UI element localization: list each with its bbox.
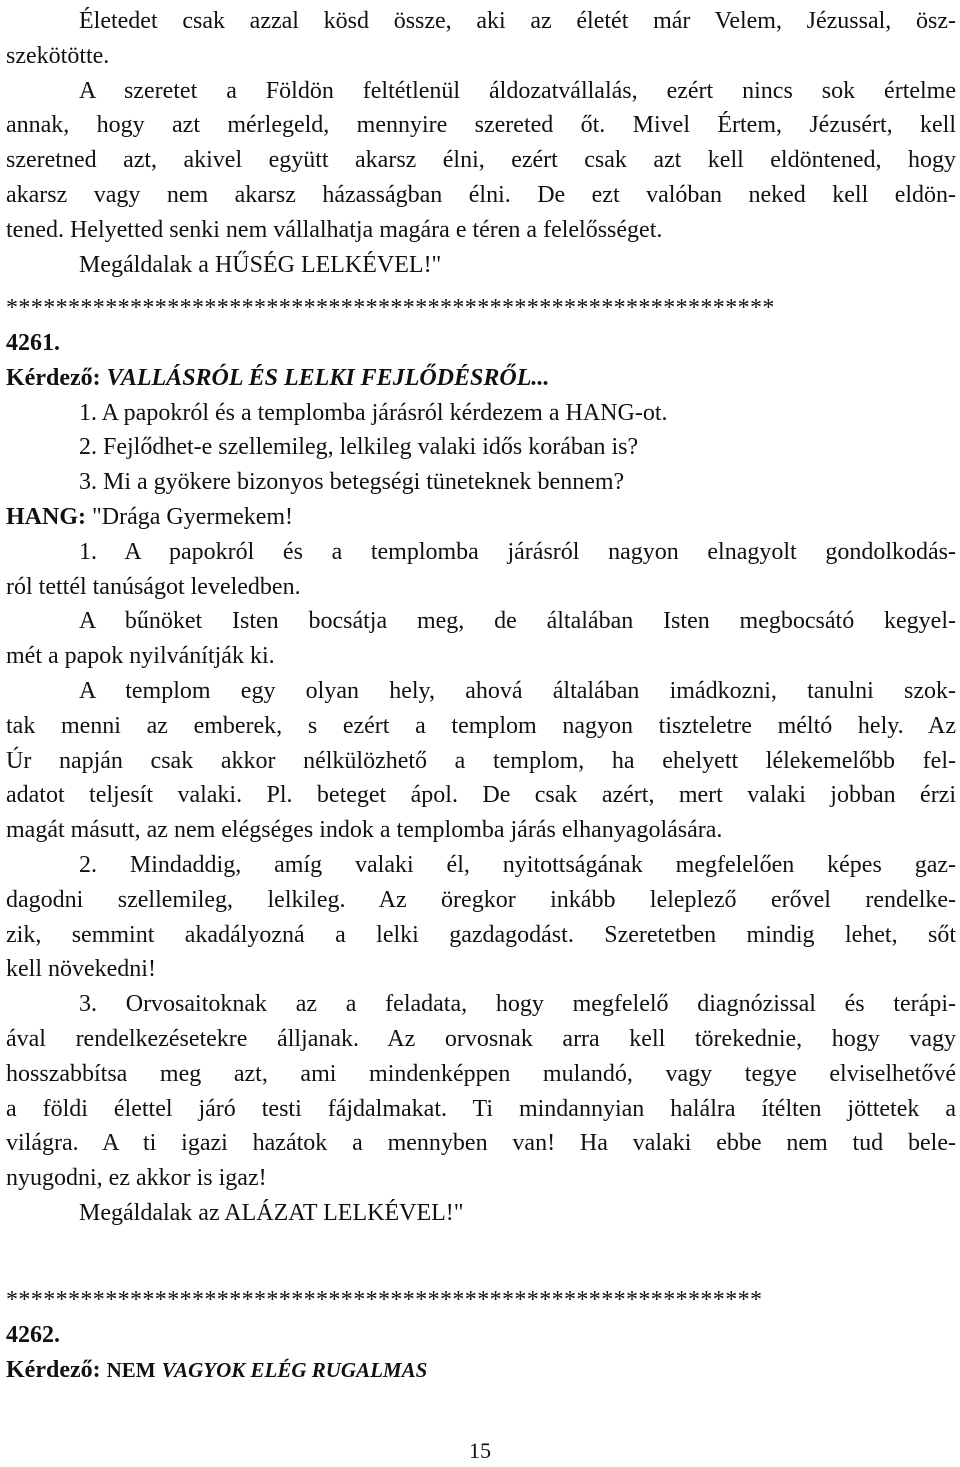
answer-line: világra. A ti igazi hazátok a mennyben van! Ha valaki ebbe nem tud bele-	[6, 1130, 956, 1157]
answer-line: Úr napján csak akkor nélkülözhető a templom, ha ehelyett lélekemelőbb fel-	[6, 747, 956, 774]
answer-line: kell növekedni!	[6, 956, 156, 983]
entry-4262	[6, 1318, 956, 1388]
answer-line: ával rendelkezésetekre álljanak. Az orvosnak arra kell törekednie, hogy vagy	[6, 1025, 956, 1052]
question-line: 2. Fejlődhet-e szellemileg, lelkileg valaki idős korában is?	[79, 434, 639, 461]
question-line: 1. A papokról és a templomba járásról kérdezem a HANG-ot.	[79, 399, 668, 426]
answer-line: zik, semmint akadályozná a lelki gazdagodást. Szeretetben mindig lehet, sőt	[6, 921, 956, 948]
answer-line: 3. Orvosaitoknak az a feladata, hogy megfelelő diagnózissal és terápi-	[79, 991, 956, 1018]
separator-stars: *************************************************************	[6, 1287, 763, 1313]
question-topic-plain: NEM	[106, 1357, 156, 1382]
question-topic: VALLÁSRÓL ÉS LELKI FEJLŐDÉSRŐL...	[106, 364, 550, 391]
entry-number: 4261.	[6, 330, 60, 356]
answer-line: hosszabbítsa meg azt, ami mindenképpen mulandó, vagy tegye elviselhetővé	[6, 1060, 956, 1087]
answer-line: mét a papok nyilvánítják ki.	[6, 643, 275, 670]
question-line: 3. Mi a gyökere bizonyos betegségi tüneteknek bennem?	[79, 469, 625, 496]
hang-label: HANG:	[6, 503, 86, 530]
answer-line: A templom egy olyan hely, ahová általában imádkozni, tanulni szok-	[79, 677, 956, 704]
text-line: szekötötte.	[6, 42, 110, 69]
blessing-line: Megáldalak az ALÁZAT LELKÉVEL!"	[79, 1199, 464, 1226]
asker-line	[6, 1353, 956, 1388]
text-line: A szeretet a Földön feltétlenül áldozatvállalás, ezért nincs sok értelme	[79, 77, 956, 104]
answer-line: ról tettél tanúságot leveledben.	[6, 573, 301, 600]
page-number: 15	[469, 1438, 491, 1463]
question-topic-italic: VAGYOK ELÉG RUGALMAS	[161, 1357, 428, 1382]
entry-number: 4262.	[6, 1322, 60, 1348]
asker-label: Kérdező:	[6, 1356, 101, 1383]
asker-label: Kérdező:	[6, 364, 101, 391]
blessing-line: Megáldalak a HŰSÉG LELKÉVEL!"	[79, 251, 442, 278]
asker-line	[6, 361, 956, 396]
answer-line: 2. Mindaddig, amíg valaki él, nyitottságának megfelelően képes gaz-	[79, 851, 956, 878]
answer-line: adatot teljesít valaki. Pl. beteget ápol. De csak azért, mert valaki jobban érzi	[6, 782, 956, 809]
answer-line: A bűnöket Isten bocsátja meg, de általában Isten megbocsátó kegyel-	[79, 608, 956, 635]
top-paragraph	[6, 4, 956, 282]
text-line: annak, hogy azt mérlegeld, mennyire szereted őt. Mivel Értem, Jézusért, kell	[6, 112, 956, 139]
answer-line: tak menni az emberek, s ezért a templom nagyon tiszteletre méltó hely. Az	[6, 712, 956, 739]
entry-4261	[6, 326, 956, 1231]
answer-line: magát másutt, az nem elégséges indok a templomba járás elhanyagolására.	[6, 817, 723, 844]
greeting: "Drága Gyermekem!	[92, 503, 294, 530]
answer-line: nyugodni, ez akkor is igaz!	[6, 1165, 267, 1192]
answer-line: a földi élettel járó testi fájdalmakat. Ti mindannyian halálra ítélten jöttetek a	[6, 1095, 956, 1122]
text-line: Életedet csak azzal kösd össze, aki az életét már Velem, Jézussal, ösz-	[79, 8, 956, 34]
hang-line	[6, 500, 956, 535]
text-line: tened. Helyetted senki nem vállalhatja magára e téren a felelősséget.	[6, 216, 663, 243]
answer-line: dagodni szellemileg, lelkileg. Az öregkor inkább leleplező erővel rendelke-	[6, 886, 956, 913]
separator-stars: **************************************************************	[6, 295, 775, 321]
text-line: szeretned azt, akivel együtt akarsz élni, ezért csak azt kell eldöntened, hogy	[6, 147, 956, 174]
answer-line: 1. A papokról és a templomba járásról nagyon elnagyolt gondolkodás-	[79, 538, 956, 565]
text-line: akarsz vagy nem akarsz házasságban élni. De ezt valóban neked kell eldön-	[6, 181, 956, 208]
